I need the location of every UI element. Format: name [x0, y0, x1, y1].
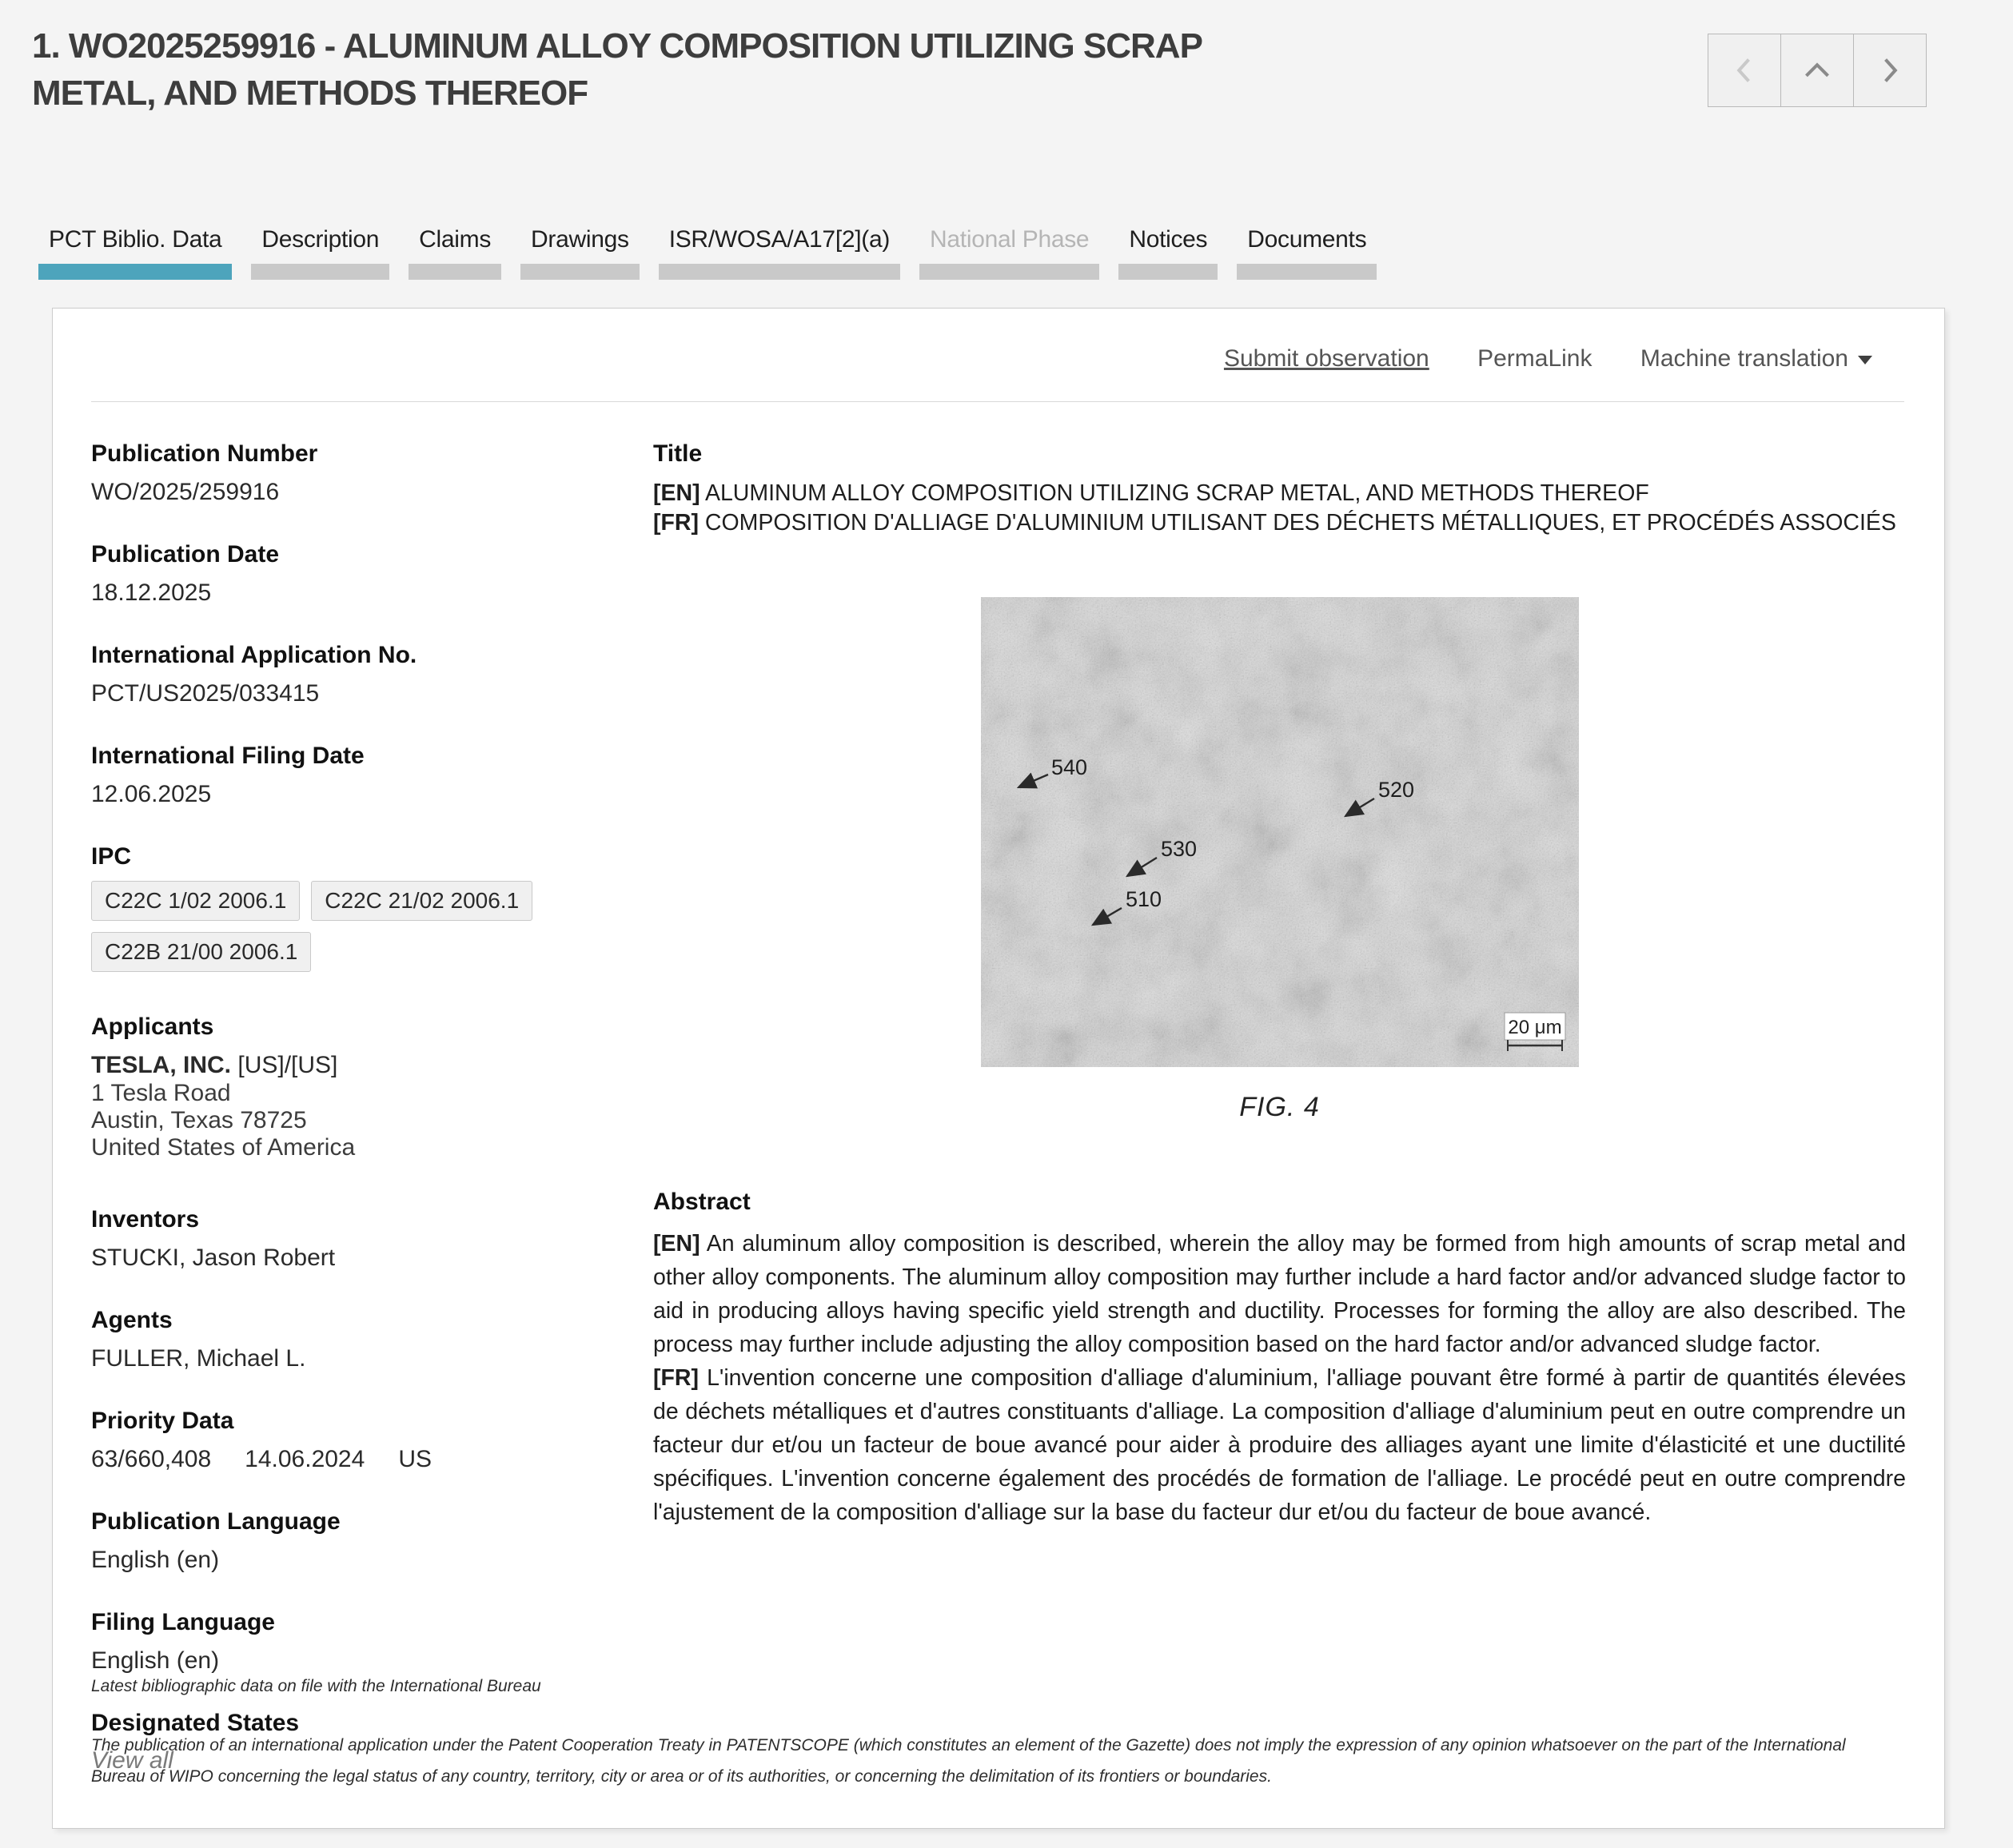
abstract-block	[653, 1189, 1906, 1529]
tab-underline	[409, 264, 501, 280]
field-label: Publication Language	[91, 1508, 341, 1535]
title-block	[653, 440, 1906, 538]
filing-date-value: 12.06.2025	[91, 781, 212, 807]
abstract-en-paragraph	[653, 1227, 1906, 1361]
title-fr-text: COMPOSITION D'ALLIAGE D'ALUMINIUM UTILISANT DES DÉCHETS MÉTALLIQUES, ET PROCÉDÉS ASSOCIÉS	[704, 510, 1896, 536]
abstract-text	[653, 1227, 1906, 1529]
publication-language-field	[91, 1508, 607, 1575]
result-navigation	[1708, 34, 1927, 107]
agents-field	[91, 1307, 607, 1373]
tab-claims[interactable]	[409, 226, 501, 280]
figure-annotation-540: 540	[1050, 755, 1087, 779]
previous-result-button[interactable]	[1708, 34, 1781, 107]
tab-underline	[251, 264, 389, 280]
field-label: Priority Data	[91, 1408, 234, 1434]
title-en-line	[653, 479, 1906, 508]
field-label: International Filing Date	[91, 743, 365, 769]
micrograph-figure-image	[981, 597, 1579, 1067]
tab-bar	[38, 226, 1377, 280]
lang-tag-en: [EN]	[653, 480, 700, 506]
filing-date-field	[91, 743, 607, 809]
tab-underline	[919, 264, 1099, 280]
machine-translation-dropdown[interactable]	[1640, 345, 1872, 372]
next-result-button[interactable]	[1853, 34, 1927, 107]
biblio-right-column	[653, 440, 1906, 1809]
tab-label: PCT Biblio. Data	[49, 226, 222, 253]
field-label: Agents	[91, 1307, 173, 1333]
tab-notices[interactable]	[1118, 226, 1218, 280]
biblio-left-column	[91, 440, 607, 1809]
tab-underline	[659, 264, 900, 280]
tab-underline	[38, 264, 232, 280]
filing-language-field	[91, 1609, 607, 1675]
tab-drawings[interactable]	[520, 226, 640, 280]
application-number-field	[91, 642, 607, 708]
title-heading: Title	[653, 440, 703, 467]
applicants-field	[91, 1014, 607, 1161]
lang-tag-fr: [FR]	[653, 1365, 699, 1391]
applicant-name: TESLA, INC.	[91, 1052, 232, 1078]
field-label: Publication Date	[91, 541, 280, 568]
tab-isr-wosa[interactable]	[659, 226, 900, 280]
publication-date-field	[91, 541, 607, 607]
chevron-left-icon	[1726, 52, 1763, 89]
tab-underline	[1118, 264, 1218, 280]
tab-label: ISR/WOSA/A17[2](a)	[668, 226, 891, 253]
field-label: IPC	[91, 843, 132, 870]
abstract-fr-text: L'invention concerne une composition d'alliage d'aluminium, l'alliage pouvant être formé à partir de quantités élevées de déchets métalliques et d'autres constituants d'alliage. La composition d'alliage d'aluminium peut en outre comprendre un facteur dur et/ou un facteur de boue avancé pour aider à produire des alliages ayant une limite d'élasticité et une ductilité spécifiques. L'invention concerne également des procédés de formation de l'alliage. Le procédé peut en outre comprendre l'ajustement de la composition d'alliage sur la base du facteur dur et/ou du facteur de boue avancé.	[653, 1365, 1907, 1525]
ipc-badge-list	[91, 881, 539, 972]
patent-figure-block	[981, 597, 1579, 1123]
publication-number-field	[91, 440, 607, 507]
biblio-columns	[53, 402, 1944, 1809]
inventors-field	[91, 1206, 607, 1272]
lang-tag-en: [EN]	[653, 1231, 700, 1257]
figure-annotation-530: 530	[1160, 837, 1197, 861]
ipc-badge[interactable]: C22C 1/02 2006.1	[91, 881, 300, 921]
priority-number: 63/660,408	[91, 1446, 212, 1472]
ipc-badge[interactable]: C22B 21/00 2006.1	[91, 932, 311, 972]
panel-footer	[91, 1677, 1904, 1792]
view-all-designated-states-link[interactable]: View all	[91, 1747, 173, 1774]
tab-underline	[1237, 264, 1377, 280]
applicant-address-line: 1 Tesla Road	[91, 1080, 231, 1106]
tab-pct-biblio-data[interactable]	[38, 226, 232, 280]
title-fr-line	[653, 508, 1906, 538]
lang-tag-fr: [FR]	[653, 510, 699, 536]
back-to-results-button[interactable]	[1780, 34, 1854, 107]
priority-date: 14.06.2024	[245, 1446, 365, 1472]
publication-date-value: 18.12.2025	[91, 579, 212, 606]
inventor-value: STUCKI, Jason Robert	[91, 1245, 336, 1271]
field-label: Designated States	[91, 1710, 300, 1736]
tab-description[interactable]	[251, 226, 389, 280]
field-label: Applicants	[91, 1014, 214, 1040]
abstract-heading: Abstract	[653, 1189, 751, 1215]
page-title: 1. WO2025259916 - ALUMINUM ALLOY COMPOSITION UTILIZING SCRAP METAL, AND METHODS THEREOF	[32, 26, 1202, 113]
applicant-address-line: Austin, Texas 78725	[91, 1107, 307, 1133]
tab-underline	[520, 264, 640, 280]
tab-label: Description	[261, 226, 380, 253]
priority-value	[91, 1445, 607, 1474]
abstract-en-text: An aluminum alloy composition is described, wherein the alloy may be formed from high amounts of scrap metal and other alloy components. The aluminum alloy composition may further include a hard factor and/or advanced sludge factor to aid in producing alloys having specific yield strength and ductility. Processes for forming the alloy are also described. The process may further include adjusting the alloy composition based on the hard factor and/or advanced sludge factor.	[653, 1231, 1906, 1357]
machine-translation-label: Machine translation	[1640, 345, 1848, 372]
field-label: International Application No.	[91, 642, 417, 668]
scale-bar-label: 20 μm	[1507, 1017, 1562, 1038]
ipc-field	[91, 843, 607, 972]
tab-label: Notices	[1129, 226, 1208, 253]
tab-label: Documents	[1247, 226, 1367, 253]
biblio-panel	[52, 308, 1945, 1829]
caret-down-icon	[1858, 356, 1872, 364]
application-number-value: PCT/US2025/033415	[91, 680, 320, 707]
publication-number-value: WO/2025/259916	[91, 479, 280, 505]
footer-biblio-note: Latest bibliographic data on file with the International Bureau	[91, 1677, 541, 1695]
record-toolbar	[53, 309, 1944, 372]
tab-documents[interactable]	[1237, 226, 1377, 280]
submit-observation-link[interactable]: Submit observation	[1223, 345, 1429, 372]
applicant-residence: [US]/[US]	[237, 1052, 338, 1078]
ipc-badge[interactable]: C22C 21/02 2006.1	[311, 881, 532, 921]
priority-data-field	[91, 1408, 607, 1474]
filing-language-value: English (en)	[91, 1647, 220, 1674]
figure-annotation-510: 510	[1125, 887, 1162, 911]
agent-value: FULLER, Michael L.	[91, 1345, 306, 1372]
chevron-right-icon	[1871, 52, 1908, 89]
title-en-text: ALUMINUM ALLOY COMPOSITION UTILIZING SCRAP METAL, AND METHODS THEREOF	[704, 480, 1649, 506]
tab-label: National Phase	[930, 226, 1090, 253]
chevron-up-icon	[1799, 52, 1836, 89]
field-label: Inventors	[91, 1206, 200, 1233]
figure-annotation-520: 520	[1377, 778, 1414, 802]
priority-country: US	[398, 1446, 432, 1472]
tab-label: Claims	[419, 226, 492, 253]
field-label: Publication Number	[91, 440, 318, 467]
permalink-link[interactable]: PermaLink	[1477, 345, 1592, 372]
abstract-fr-paragraph	[653, 1361, 1906, 1529]
tab-label: Drawings	[531, 226, 629, 253]
field-label: Filing Language	[91, 1609, 275, 1635]
publication-language-value: English (en)	[91, 1547, 220, 1573]
applicant-name-line	[91, 1051, 607, 1080]
page-header	[0, 0, 2013, 232]
figure-caption: FIG. 4	[1239, 1092, 1320, 1122]
footer-disclaimer: The publication of an international application under the Patent Cooperation Treaty in PATENTSCOPE (which constitutes an element of the Gazette) does not imply the expression of any opinion whatsoever on the part of the International Bureau of WIPO concerning the legal status of any country, territory, city or area or of its authorities, or concerning the delimitation of its frontiers or boundaries.	[91, 1736, 1846, 1786]
tab-national-phase	[919, 226, 1099, 280]
applicant-address-line: United States of America	[91, 1134, 356, 1161]
